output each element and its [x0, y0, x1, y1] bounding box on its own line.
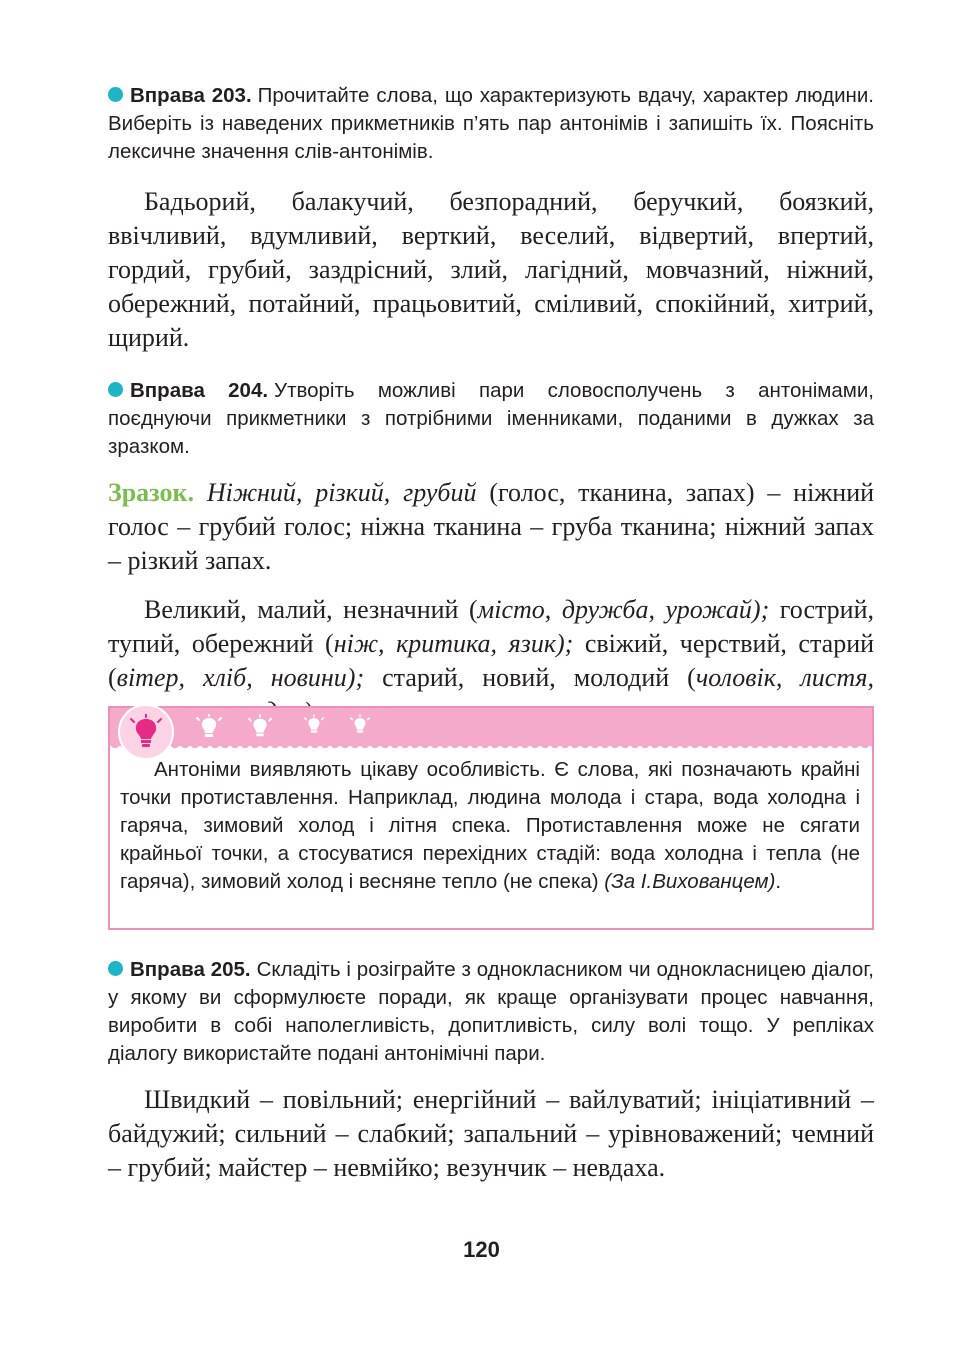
- words-part-3: свіжий, черствий, старий (: [108, 629, 875, 692]
- small-lightbulb-icon: [196, 714, 222, 740]
- exercise-205-task: [108, 956, 874, 1068]
- info-box-body: Антоніми виявляють цікаву особливість. Є слова, які позначають крайні точки протиставлення. Наприклад, людина молода і стара, вода холодна і гаряча, зимовий холод і літня спека. Протиставлення може не сягати крайньої точки, а стосуватися перехідних стадій: вода холодна і тепла (не гаряча), зимовий холод і весняне тепло (не спека): [120, 758, 860, 893]
- sample-paren: (голос, тканина, запах: [489, 478, 746, 507]
- sample-rest: ) – ніжний голос – грубий голос; ніжна тканина – груба тканина; ніжний запах – різкий запах.: [108, 478, 875, 575]
- info-box-source: (За І.Вихованцем): [604, 870, 776, 893]
- exercise-204-task: [108, 377, 874, 461]
- small-lightbulb-icon: [248, 714, 272, 740]
- info-box-header: [110, 708, 872, 746]
- exercise-204-label: Вправа 204.: [130, 379, 269, 402]
- small-lightbulb-icon: [350, 714, 370, 736]
- exercise-205-text: Складіть і розіграйте з однокласником чи однокласницею діалог, у якому ви сформулюєте поради, як краще організувати процес навчання, виробити в собі наполегливість, допитливість, силу волі тощо. У репліках діалогу використайте подані антонімічні пари.: [108, 958, 874, 1065]
- nouns-3: вітер, хліб, новини);: [116, 663, 365, 692]
- exercise-203-text: Прочитайте слова, що характеризують вдачу, характер людини. Виберіть із наведених прикметників п’ять пар антонімів і запишіть їх. Поясніть лексичне значення слів-антонімів.: [108, 84, 874, 163]
- info-box-end: .: [775, 870, 782, 893]
- exercise-205-label: Вправа 205.: [130, 958, 251, 981]
- nouns-1: місто, дружба, урожай);: [477, 595, 770, 624]
- bullet-icon: [108, 87, 123, 102]
- nouns-4: чоловік, листя,: [695, 663, 874, 692]
- page-content: [108, 80, 874, 729]
- bullet-icon: [108, 382, 123, 397]
- words-part-2: гострий, тупий, обережний (: [108, 595, 874, 658]
- page-number: 120: [463, 1237, 500, 1262]
- lightbulb-icon: [118, 704, 174, 760]
- exercise-203-words: Бадьорий, балакучий, безпорадний, беручкий, боязкий, ввічливий, вдумливий, верткий, веселий, відвертий, впертий, гордий, грубий, заздрісний, злий, лагідний, мовчазний, ніжний, обережний, потайний, працьовитий, сміливий, спокійний, хитрий, щирий.: [108, 187, 874, 352]
- small-lightbulb-icon: [304, 714, 324, 736]
- exercise-203-task: [108, 82, 874, 166]
- info-box: [108, 706, 874, 930]
- exercise-204-text: Утворіть можливі пари словосполучень з антонімами, поєднуючи прикметники з потрібними іменниками, поданими в дужках за зразком.: [108, 379, 875, 458]
- words-part-1: Великий, малий, незначний (: [144, 595, 478, 624]
- exercise-205-pairs: Швидкий – повільний; енергійний – вайлуватий; ініціативний – байдужий; сильний – слабкий; запальний – урівноважений; чемний – грубий; майстер – невмійко; везунчик – невдаха.: [108, 1085, 874, 1182]
- sample-label: Зразок.: [108, 478, 194, 507]
- exercise-204-sample: [108, 476, 874, 578]
- bullet-icon: [108, 961, 123, 976]
- nouns-2: ніж, критика, язик);: [333, 629, 574, 658]
- exercise-205: [108, 956, 874, 1185]
- info-box-text: [120, 756, 860, 896]
- exercise-203-label: Вправа 203.: [130, 84, 252, 107]
- words-part-4: старий, новий, молодий (: [364, 663, 696, 692]
- scalloped-edge: [110, 744, 872, 752]
- sample-words: Ніжний, різкий, грубий: [206, 478, 477, 507]
